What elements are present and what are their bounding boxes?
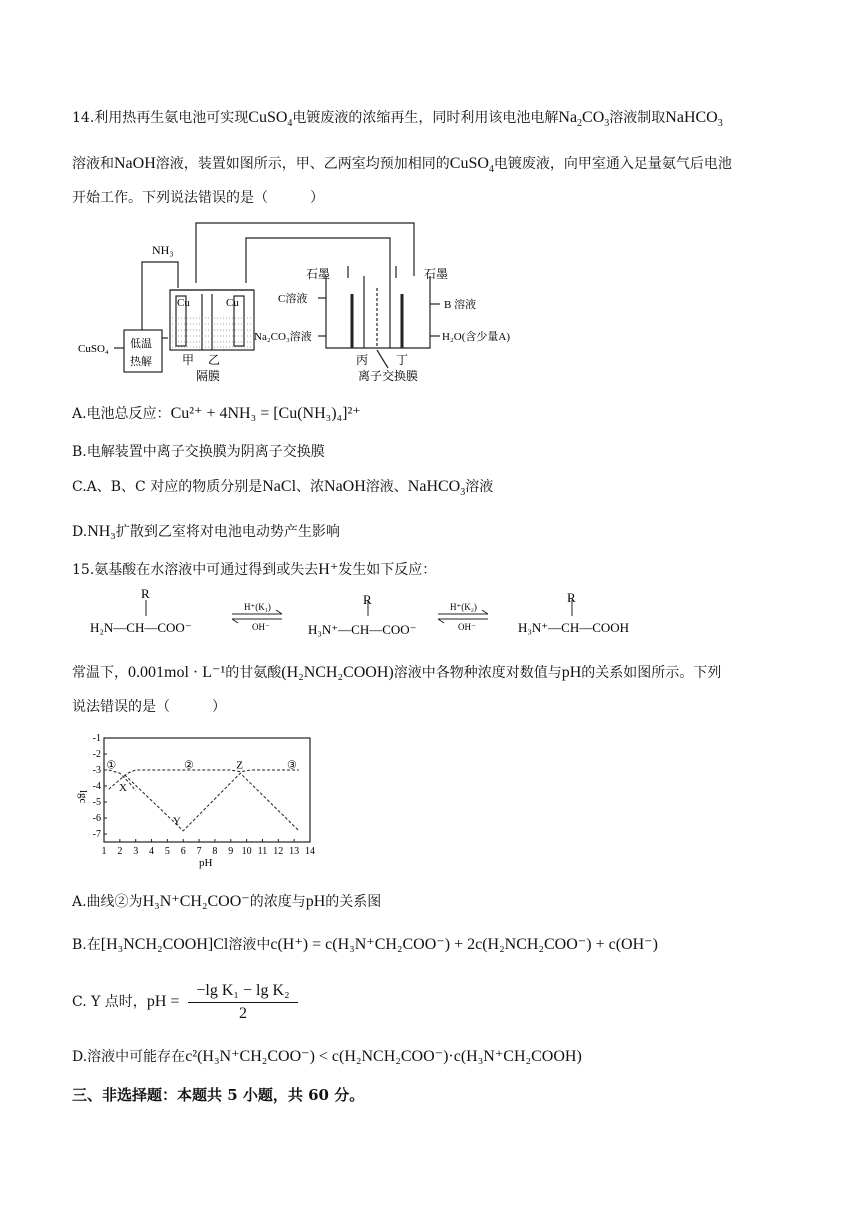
ding-label: 丁: [396, 353, 409, 367]
c-solution-label: C溶液: [278, 293, 308, 305]
graphite-right-label: 石墨: [424, 267, 449, 281]
fraction-numerator: −lg K₁ − lg K₂: [188, 982, 298, 1003]
q15-line3: 说法错误的是（ ）: [72, 699, 226, 715]
fraction-denominator: 2: [239, 1005, 247, 1022]
arrow1-top-label: H⁺(K₁): [244, 602, 271, 612]
curve-label: ③: [286, 759, 297, 772]
h2o-label: H₂O(含少量A): [442, 331, 510, 343]
curve-label: X: [119, 781, 127, 794]
nh3-label: NH₃: [152, 243, 174, 257]
option-a-equation: Cu²⁺ + 4NH₃ = [Cu(NH₃)₄]²⁺: [170, 405, 361, 422]
jia-label: 甲: [182, 353, 195, 367]
x-tick-label: 13: [289, 846, 300, 857]
x-tick-label: 10: [241, 846, 252, 857]
r-group-1: R: [141, 586, 150, 601]
arrow1-bottom-label: OH⁻: [252, 622, 270, 632]
x-tick-label: 9: [228, 846, 234, 857]
cuso4-out-label: CuSO₄: [78, 343, 109, 355]
q14-text: 溶液制取: [609, 110, 666, 126]
curve-label: Y: [172, 815, 181, 828]
r-group-2: R: [363, 592, 372, 607]
b-solution-label: B 溶液: [444, 299, 477, 311]
q14-option-a: A.电池总反应：Cu²⁺ + 4NH₃ = [Cu(NH₃)₄]²⁺: [72, 405, 361, 422]
formula-na2co3: $Na_2CO_3$: [558, 109, 610, 130]
x-tick-label: 12: [273, 846, 284, 857]
q15-option-a: A.曲线②为H₃N⁺CH₂COO⁻的浓度与pH的关系图: [72, 893, 382, 910]
x-tick-label: 3: [133, 846, 139, 857]
curve-label: ②: [183, 759, 194, 772]
lgc-ph-chart: [72, 730, 322, 870]
q14-line2: [72, 154, 732, 180]
species-zwitterion: H₃N⁺—CH—COO⁻: [308, 622, 417, 637]
electrochem-diagram: [78, 218, 528, 388]
q14-option-c: C.A、B、C 对应的物质分别是NaCl、浓NaOH溶液、NaHCO$_3$溶液: [72, 478, 494, 499]
cu-left-label: Cu: [177, 297, 190, 309]
graphite-left-label: 石墨: [306, 267, 331, 281]
species-cation: H₃N⁺—CH—COOH: [518, 620, 630, 635]
curve-label: Z: [236, 759, 244, 772]
series-line-3: [125, 773, 299, 831]
q15-option-d: D.溶液中可能存在c²(H₃N⁺CH₂COO⁻) < c(H₂NCH₂COO⁻)·c(H₃N⁺CH₂COOH): [72, 1048, 582, 1065]
na2co3-solution-label: Na₂CO₃溶液: [254, 331, 312, 343]
y-tick-label: -7: [92, 829, 101, 840]
x-tick-label: 14: [305, 846, 315, 857]
ion-membrane-label: 离子交换膜: [358, 369, 419, 383]
curve-label: ①: [106, 759, 117, 772]
formula-cuso4: CuSO$_4$: [248, 109, 293, 130]
cu-right-label: Cu: [226, 297, 239, 309]
species-anion: H₂N—CH—COO⁻: [90, 620, 192, 635]
x-tick-label: 5: [164, 846, 170, 857]
q14-text: 溶液和: [72, 156, 114, 172]
arrow2-bottom-label: OH⁻: [458, 622, 476, 632]
y-tick-label: -2: [92, 749, 101, 760]
x-tick-label: 8: [212, 846, 218, 857]
amino-acid-equilibrium: [86, 586, 666, 642]
membrane-left-label: 隔膜: [196, 369, 221, 383]
q15-intro: 15.氨基酸在水溶液中可通过得到或失去H⁺发生如下反应：: [72, 561, 437, 578]
q15-option-b: B.在[H₃NCH₂COOH]Cl溶液中c(H⁺) = c(H₃N⁺CH₂COO⁻) + 2c(H₂NCH₂COO⁻) + c(OH⁻): [72, 936, 658, 953]
formula-nahco3: NaHCO$_3$: [665, 109, 723, 130]
q14-option-b: B.电解装置中离子交换膜为阴离子交换膜: [72, 444, 325, 460]
x-tick-label: 4: [149, 846, 155, 857]
x-tick-label: 6: [180, 846, 186, 857]
x-axis-label: pH: [199, 857, 213, 869]
q15-option-c: C. Y 点时，pH =: [72, 993, 180, 1010]
box-line2: 热解: [130, 356, 152, 368]
q14-line1: [72, 108, 723, 134]
arrow2-top-label: H⁺(K₂): [450, 602, 477, 612]
x-tick-label: 7: [196, 846, 202, 857]
formula-cuso4: CuSO$_4$: [449, 155, 494, 176]
x-tick-label: 11: [257, 846, 268, 857]
fraction: [188, 982, 298, 1023]
q14-text: 电镀废液，向甲室通入足量氨气后电池: [493, 156, 732, 172]
q14-text: 14.利用热再生氨电池可实现: [72, 110, 249, 126]
q14-text: 电镀废液的浓缩再生，同时利用该电池电解: [292, 110, 559, 126]
yi-label: 乙: [208, 353, 221, 367]
section-heading: 三、非选择题：本题共 5 小题，共 60 分。: [72, 1086, 365, 1104]
q14-line3: 开始工作。下列说法错误的是（ ）: [72, 190, 324, 206]
q15-line2: 常温下，0.001mol · L⁻¹的甘氨酸(H₂NCH₂COOH)溶液中各物种浓度对数值与pH的关系如图所示。下列: [72, 664, 722, 681]
formula-naoh: NaOH: [114, 155, 156, 172]
y-axis-label: lgc: [77, 790, 89, 804]
r-group-3: R: [567, 590, 576, 605]
bing-label: 丙: [356, 353, 369, 367]
y-tick-label: -5: [92, 797, 101, 808]
y-tick-label: -4: [92, 781, 101, 792]
plot-frame: [104, 738, 310, 842]
y-tick-label: -1: [92, 733, 101, 744]
box-line1: 低温: [130, 338, 152, 350]
q14-text: 溶液，装置如图所示，甲、乙两室均预加相同的: [155, 156, 450, 172]
y-tick-label: -6: [92, 813, 101, 824]
q14-option-d: D.NH₃扩散到乙室将对电池电动势产生影响: [72, 523, 340, 540]
y-tick-label: -3: [92, 765, 101, 776]
x-tick-label: 1: [101, 846, 107, 857]
x-tick-label: 2: [117, 846, 123, 857]
